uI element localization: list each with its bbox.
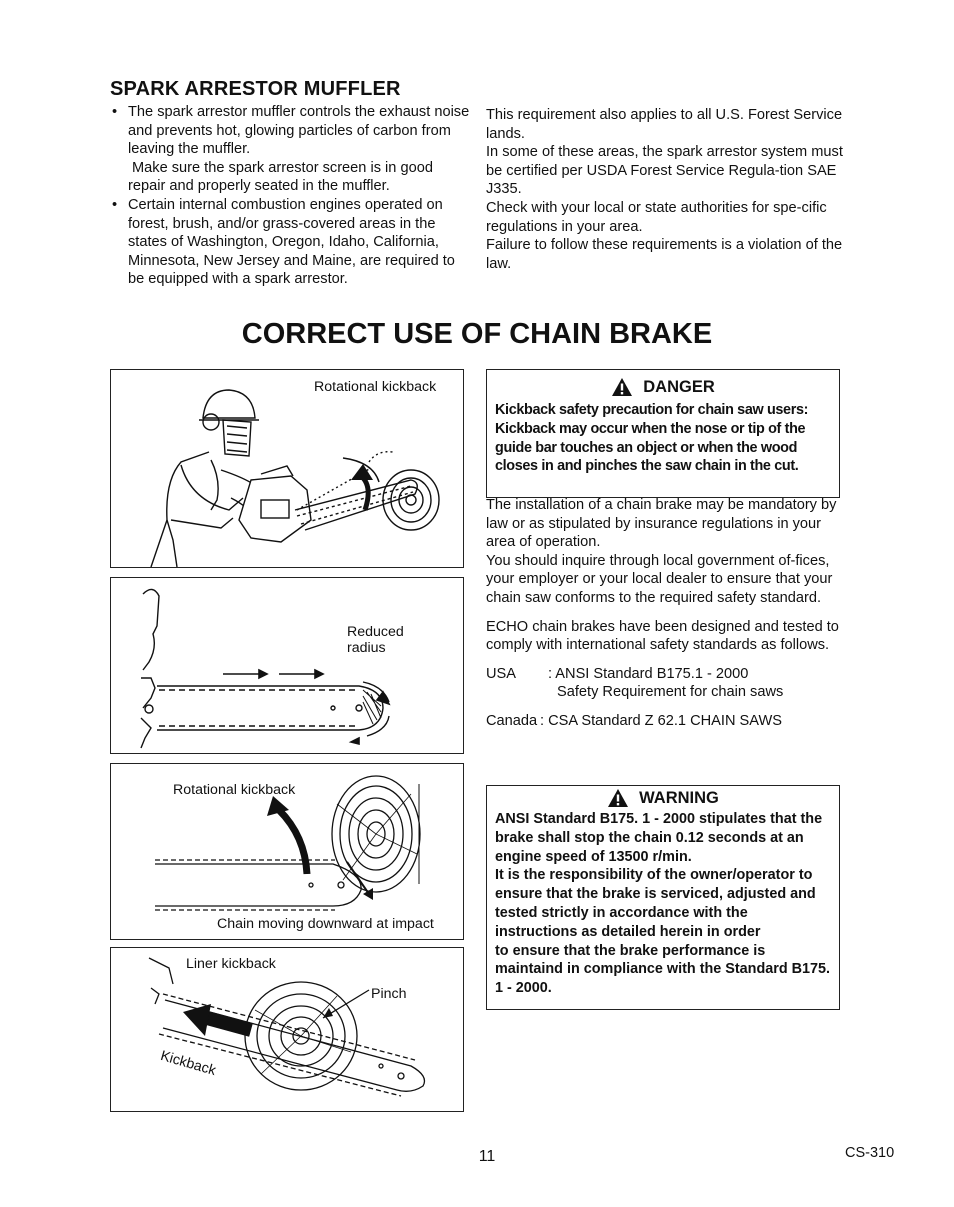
paragraph: This requirement also applies to all U.S. Forest Service lands. xyxy=(486,107,843,142)
warning-text xyxy=(487,808,839,998)
bullet-text: Certain internal combustion engines operated on forest, brush, and/or grass-covered areas in the states of Washington, Oregon, Idaho, California, Minnesota, New Jersey and Maine, are required to be equipped with a spark arrestor. xyxy=(128,196,455,288)
figure-label: Pinch xyxy=(371,986,407,1002)
standard-value: : CSA Standard Z 62.1 CHAIN SAWS xyxy=(540,712,782,729)
warning-paragraph: It is the responsibility of the owner/operator to ensure that the brake is serviced, adjusted and tested strictly in accordance with the instructions as detailed herein in order xyxy=(495,867,816,940)
warning-triangle-icon xyxy=(607,788,629,808)
list-item xyxy=(110,103,470,196)
guide-bar-reduced-radius xyxy=(111,578,463,753)
warning-box xyxy=(486,785,840,1010)
standard-value-line: : ANSI Standard B175.1 - 2000 xyxy=(548,665,749,682)
figure-label-kickback: Kickback xyxy=(158,1048,218,1080)
figure-reduced-radius xyxy=(110,577,464,754)
paragraph: In some of these areas, the spark arrestor system must be certified per USDA Forest Service Regula-tion SAE J335. xyxy=(486,144,843,198)
warning-heading-text: WARNING xyxy=(639,788,719,807)
figure-rotational-kickback-bar xyxy=(110,763,464,940)
standard-country: USA xyxy=(486,665,517,682)
standard-country: Canada xyxy=(486,712,538,729)
figure-rotational-kickback-operator xyxy=(110,369,464,568)
paragraph: ECHO chain brakes have been designed and tested to comply with international safety standards as follows. xyxy=(486,618,839,654)
warning-paragraph: ANSI Standard B175. 1 - 2000 stipulates that the brake shall stop the chain 0.12 seconds at an engine speed of 13500 r/min. xyxy=(495,811,823,865)
figure-label: Liner kickback xyxy=(186,956,276,972)
danger-heading-text: DANGER xyxy=(643,377,715,396)
paragraph: The installation of a chain brake may be mandatory by law or as stipulated by insurance regulations in your area of operation. xyxy=(486,497,837,551)
bullet-text: The spark arrestor muffler controls the exhaust noise and prevents hot, glowing particles of carbon from leaving the muffler. xyxy=(128,104,470,158)
danger-heading xyxy=(487,377,839,397)
operator-illustration xyxy=(111,370,463,567)
standard-value-line: Safety Requirement for chain saws xyxy=(557,684,784,701)
standard-usa xyxy=(486,665,842,702)
figure-linear-kickback xyxy=(110,947,464,1112)
page-title: CORRECT USE OF CHAIN BRAKE xyxy=(241,318,713,350)
list-item xyxy=(110,196,470,289)
spark-bullet-list xyxy=(110,103,470,289)
section-title-spark-arrestor: SPARK ARRESTOR MUFFLER xyxy=(110,78,401,100)
warning-paragraph: to ensure that the brake performance is maintaind in compliance with the Standard B175. 1 - 2000. xyxy=(495,942,831,997)
figure-label: Rotational kickback xyxy=(173,782,296,798)
chain-brake-text xyxy=(486,496,842,731)
figure-label: Chain moving downward at impact xyxy=(217,916,434,932)
paragraph: Failure to follow these requirements is a violation of the law. xyxy=(486,237,843,272)
page-number: 11 xyxy=(478,1148,496,1165)
spark-right-column xyxy=(486,106,846,273)
warning-triangle-icon xyxy=(611,377,633,397)
bullet-text: Make sure the spark arrestor screen is in good repair and properly seated in the muffler. xyxy=(128,159,433,195)
model-number: CS-310 xyxy=(845,1145,895,1161)
paragraph: Check with your local or state authorities for spe-cific regulations in your area. xyxy=(486,199,827,235)
bar-pinch-kickback xyxy=(111,948,463,1111)
paragraph: You should inquire through local government of-fices, your employer or your local dealer to ensure that your chain saw conforms to the required safety standard. xyxy=(486,552,833,606)
standard-canada xyxy=(486,712,842,731)
danger-text: Kickback safety precaution for chain saw users: Kickback may occur when the nose or tip of the guide bar touches an object or when the wood closes in and pinches the saw chain in the cut. xyxy=(495,402,809,475)
danger-box xyxy=(486,369,840,498)
standard-value xyxy=(548,665,783,702)
figure-label: Rotational kickback xyxy=(314,379,437,395)
warning-heading xyxy=(487,788,839,808)
figure-label: Reduced radius xyxy=(347,624,404,656)
